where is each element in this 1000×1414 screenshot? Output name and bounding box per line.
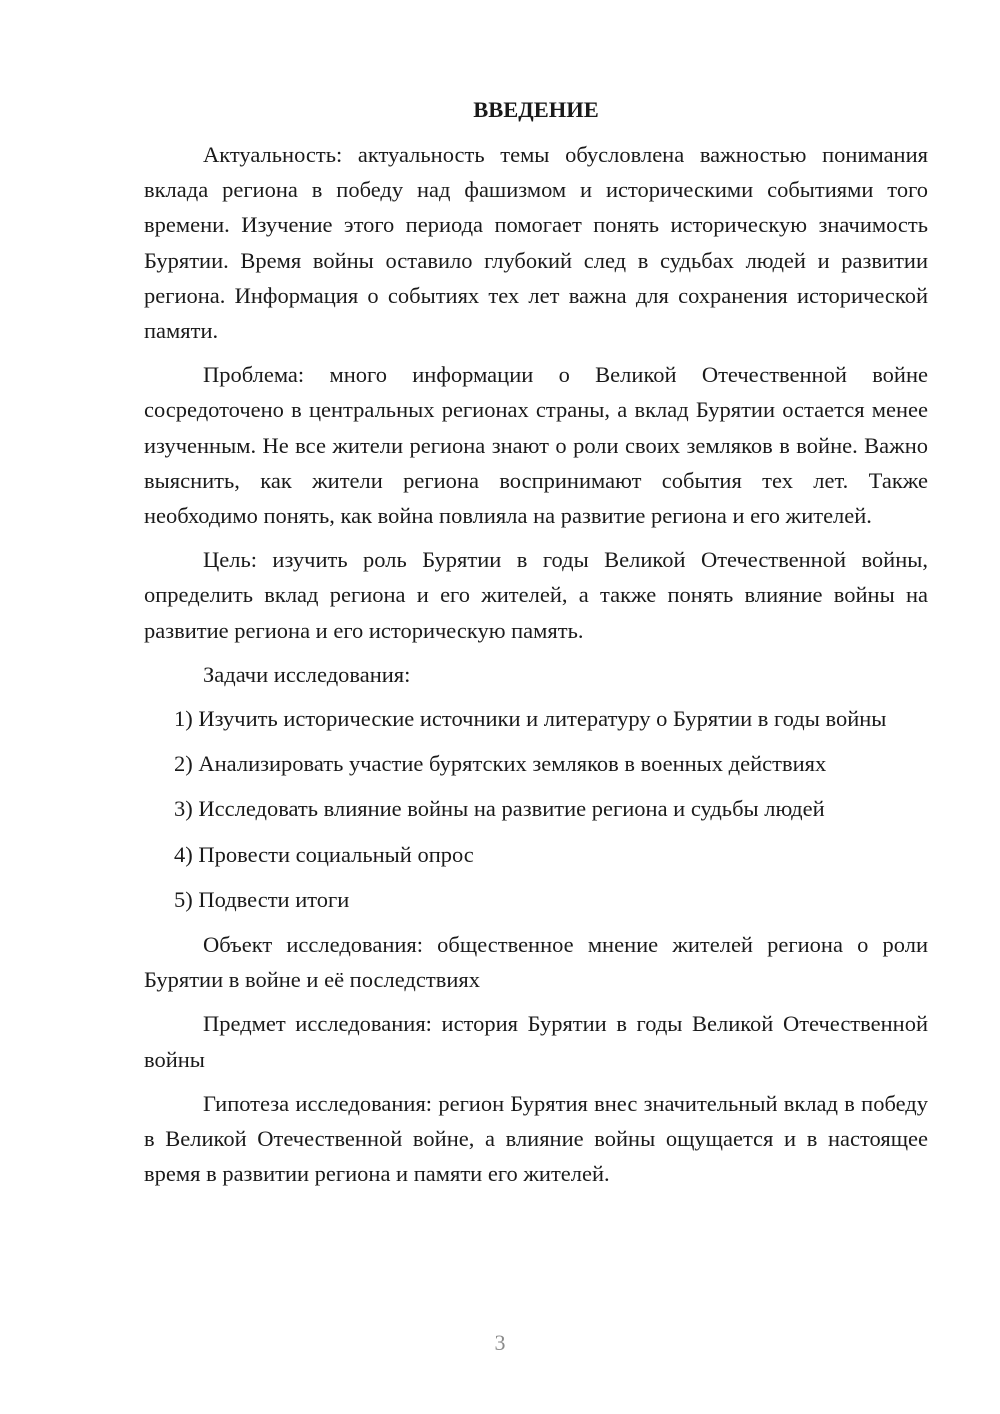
page-content [144,92,928,1200]
paragraph-goal: Цель: изучить роль Бурятии в годы Великой Отечественной войны, определить вклад региона и его жителей, а также понять влияние войны на развитие региона и его историческую память. [144,547,928,643]
task-item-1: 1) Изучить исторические источники и литературу о Бурятии в годы войны [174,706,887,732]
tasks-heading: Задачи исследования: [203,661,411,687]
task-item-4: 4) Провести социальный опрос [174,841,474,867]
task-item-2: 2) Анализировать участие бурятских земляков в военных действиях [174,751,827,777]
paragraph-problem: Проблема: много информации о Великой Отечественной войне сосредоточено в центральных регионах страны, а вклад Бурятии остается менее изученным. Не все жители региона знают о роли своих земляков в войне. Важно выяснить, как жители региона воспринимают события тех лет. Также необходимо понять, как война повлияла на развитие региона и его жителей. [144,362,928,529]
page-number: 3 [494,1330,506,1355]
paragraph-hypothesis: Гипотеза исследования: регион Бурятия внес значительный вклад в победу в Великой Отечественной войне, а влияние войны ощущается и в настоящее время в развитии региона и памяти его жителей. [144,1090,928,1187]
task-item-5: 5) Подвести итоги [174,886,350,912]
paragraph-subject: Предмет исследования: история Бурятии в годы Великой Отечественной войны [144,1011,928,1072]
paragraph-relevance: Актуальность: актуальность темы обусловлена важностью понимания вклада региона в победу над фашизмом и историческими событиями того времени. Изучение этого периода помогает понять историческую значимость Бурятии. Время войны оставило глубокий след в судьбах людей и развитии региона. Информация о событиях тех лет важна для сохранения исторической памяти. [144,142,928,344]
paragraph-object: Объект исследования: общественное мнение жителей региона о роли Бурятии в войне и её последствиях [144,932,928,993]
page-title: ВВЕДЕНИЕ [473,97,599,122]
task-item-3: 3) Исследовать влияние войны на развитие региона и судьбы людей [174,796,825,822]
